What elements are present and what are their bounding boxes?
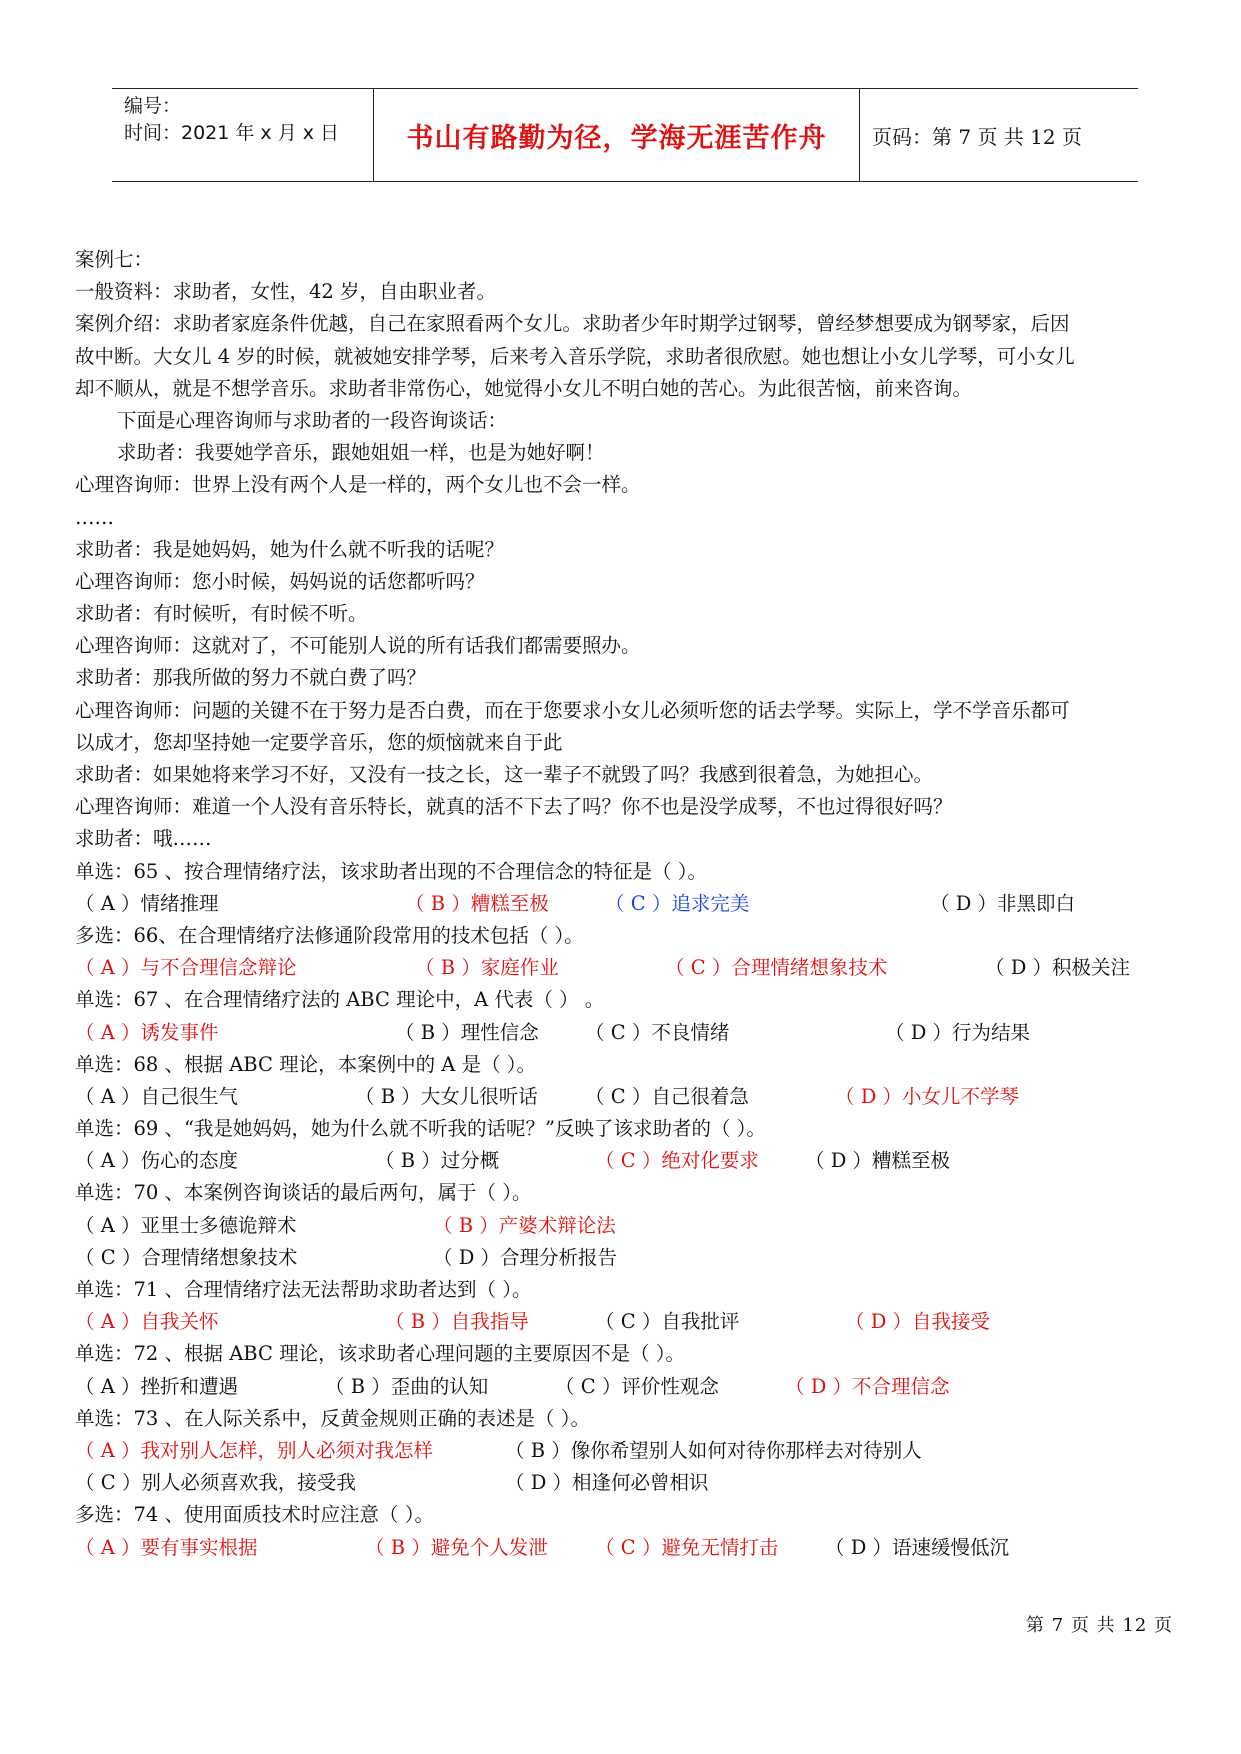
answer-option: （ C ）追求完美 [605, 891, 750, 915]
questions-list [75, 856, 1185, 1564]
answer-option: （ A ）自己很生气 [75, 1084, 238, 1108]
dialogue-line: 心理咨询师：您小时候，妈妈说的话您都听吗？ [75, 569, 485, 593]
option-row [75, 888, 1185, 920]
dialogue-line: …… [75, 505, 114, 529]
answer-option: （ B ）像你希望别人如何对待你那样去对待别人 [505, 1438, 922, 1462]
answer-option: （ D ）语速缓慢低沉 [825, 1535, 1010, 1559]
answer-option: （ C ）不良情绪 [585, 1020, 730, 1044]
answer-option: （ A ）亚里士多德诡辩术 [75, 1213, 297, 1237]
option-row [75, 1306, 1185, 1338]
dialogue-line: 以成才，您却坚持她一定要学音乐，您的烦恼就来自于此 [75, 730, 563, 754]
dialogue-line: 求助者：哦…… [75, 827, 212, 851]
option-row [75, 1371, 1185, 1403]
case-intro-line: 却不顺从，就是不想学音乐。求助者非常伤心，她觉得小女儿不明白她的苦心。为此很苦恼，前来咨询。 [75, 376, 973, 400]
answer-option: （ A ）要有事实根据 [75, 1535, 258, 1559]
answer-option: （ C ）避免无情打击 [595, 1535, 779, 1559]
page-footer: 第 7 页 共 12 页 [1026, 1615, 1173, 1636]
answer-option: （ D ）糟糕至极 [805, 1149, 951, 1173]
answer-option: （ D ）相逢何必曾相识 [505, 1471, 709, 1495]
answer-option: （ D ）积极关注 [985, 956, 1131, 980]
question-stem: 单选：65 、按合理情绪疗法，该求助者出现的不合理信念的特征是（ ）。 [75, 859, 707, 883]
answer-option: （ B ）大女儿很听话 [355, 1084, 538, 1108]
answer-option: （ D ）合理分析报告 [433, 1245, 618, 1269]
answer-option: （ C ）评价性观念 [555, 1374, 719, 1398]
case-intro-line: 案例介绍：求助者家庭条件优越，自己在家照看两个女儿。求助者少年时期学过钢琴，曾经梦想要成为钢琴家，后因 [75, 312, 1070, 336]
answer-option: （ C ）自己很着急 [585, 1084, 749, 1108]
answer-option: （ A ）与不合理信念辩论 [75, 956, 297, 980]
answer-option: （ A ）诱发事件 [75, 1020, 219, 1044]
header-meta [112, 89, 374, 181]
option-row [75, 1532, 1185, 1564]
answer-option: （ C ）自我批评 [595, 1310, 740, 1334]
dialogue-line: 求助者：有时候听，有时候不听。 [75, 602, 368, 626]
option-row [75, 1435, 1185, 1467]
answer-option: （ D ）行为结果 [885, 1020, 1031, 1044]
case-info: 一般资料：求助者，女性，42 岁，自由职业者。 [75, 280, 497, 304]
answer-option: （ C ）合理情绪想象技术 [75, 1245, 298, 1269]
question-stem: 单选：67 、在合理情绪疗法的 ABC 理论中，A 代表（ ） 。 [75, 988, 605, 1012]
answer-option: （ B ）避免个人发泄 [365, 1535, 548, 1559]
answer-option: （ B ）自我指导 [385, 1310, 529, 1334]
answer-option: （ B ）家庭作业 [415, 956, 559, 980]
answer-option: （ C ）绝对化要求 [595, 1149, 759, 1173]
option-row [75, 1145, 1185, 1177]
option-row [75, 1242, 1185, 1274]
answer-option: （ D ）非黑即白 [930, 891, 1076, 915]
question-stem: 单选：69 、“我是她妈妈，她为什么就不听我的话呢？”反映了该求助者的（ ）。 [75, 1117, 766, 1141]
option-row [75, 1017, 1185, 1049]
question-stem: 单选：68 、根据 ABC 理论，本案例中的 A 是（ ）。 [75, 1052, 537, 1076]
answer-option: （ A ）情绪推理 [75, 891, 219, 915]
answer-option: （ B ）歪曲的认知 [325, 1374, 489, 1398]
header-page-label: 页码：第 7 页 共 12 页 [872, 124, 1082, 149]
option-row [75, 952, 1185, 984]
question-stem: 单选：72 、根据 ABC 理论，该求助者心理问题的主要原因不是（ ）。 [75, 1342, 686, 1366]
answer-option: （ D ）不合理信念 [785, 1374, 950, 1398]
answer-option: （ A ）挫折和遭遇 [75, 1374, 238, 1398]
option-row [75, 1467, 1185, 1499]
question-stem: 单选：73 、在人际关系中，反黄金规则正确的表述是（ ）。 [75, 1406, 590, 1430]
dialogue-line: 求助者：我要她学音乐，跟她姐姐一样，也是为她好啊！ [117, 441, 605, 465]
dialogue-intro: 下面是心理咨询师与求助者的一段咨询谈话： [117, 408, 508, 432]
dialogue-line: 求助者：如果她将来学习不好，又没有一技之长，这一辈子不就毁了吗？我感到很着急，为她担心。 [75, 763, 934, 786]
dialogue-line: 心理咨询师：问题的关键不在于努力是否白费，而在于您要求小女儿必须听您的话去学琴。实际上，学不学音乐都可 [75, 698, 1070, 722]
case-intro-line: 故中断。大女儿 4 岁的时候，就被她安排学琴，后来考入音乐学院，求助者很欣慰。她也想让小女儿学琴，可小女儿 [75, 344, 1075, 368]
answer-option: （ C ）别人必须喜欢我，接受我 [75, 1471, 356, 1495]
number-label: 编号： [124, 95, 182, 117]
option-row [75, 1081, 1185, 1113]
question-stem: 多选：66、在合理情绪疗法修通阶段常用的技术包括（ ）。 [75, 923, 584, 947]
answer-option: （ B ）过分概 [375, 1149, 500, 1173]
answer-option: （ B ）理性信念 [395, 1020, 539, 1044]
answer-option: （ B ）糟糕至极 [405, 891, 549, 915]
question-stem: 多选：74 、使用面质技术时应注意（ ）。 [75, 1503, 434, 1527]
dialogue-line: 心理咨询师：这就对了，不可能别人说的所有话我们都需要照办。 [75, 634, 641, 658]
dialogue-line: 求助者：那我所做的努力不就白费了吗？ [75, 666, 427, 690]
option-row [75, 1210, 1185, 1242]
header-motto: 书山有路勤为径，学海无涯苦作舟 [374, 89, 860, 181]
answer-option: （ D ）小女儿不学琴 [835, 1084, 1020, 1108]
answer-option: （ B ）产婆术辩论法 [433, 1213, 616, 1237]
answer-option: （ A ）伤心的态度 [75, 1149, 238, 1173]
dialogue-line: 心理咨询师：世界上没有两个人是一样的，两个女儿也不会一样。 [75, 473, 641, 497]
answer-option: （ D ）自我接受 [845, 1310, 991, 1334]
question-stem: 单选：70 、本案例咨询谈话的最后两句，属于（ ）。 [75, 1181, 532, 1205]
time-label: 时间：2021 年 x 月 x 日 [124, 122, 340, 144]
question-stem: 单选：71 、合理情绪疗法无法帮助求助者达到（ ）。 [75, 1278, 532, 1301]
case-title: 案例七： [75, 248, 154, 271]
answer-option: （ C ）合理情绪想象技术 [665, 956, 888, 980]
dialogue-line: 求助者：我是她妈妈，她为什么就不听我的话呢？ [75, 537, 505, 561]
page-header [112, 88, 1138, 182]
dialogue-line: 心理咨询师：难道一个人没有音乐特长，就真的活不下去了吗？你不也是没学成琴，不也过得很好吗？ [75, 795, 953, 819]
answer-option: （ A ）我对别人怎样，别人必须对我怎样 [75, 1438, 433, 1462]
answer-option: （ A ）自我关怀 [75, 1310, 219, 1334]
document-body [75, 244, 1185, 1564]
